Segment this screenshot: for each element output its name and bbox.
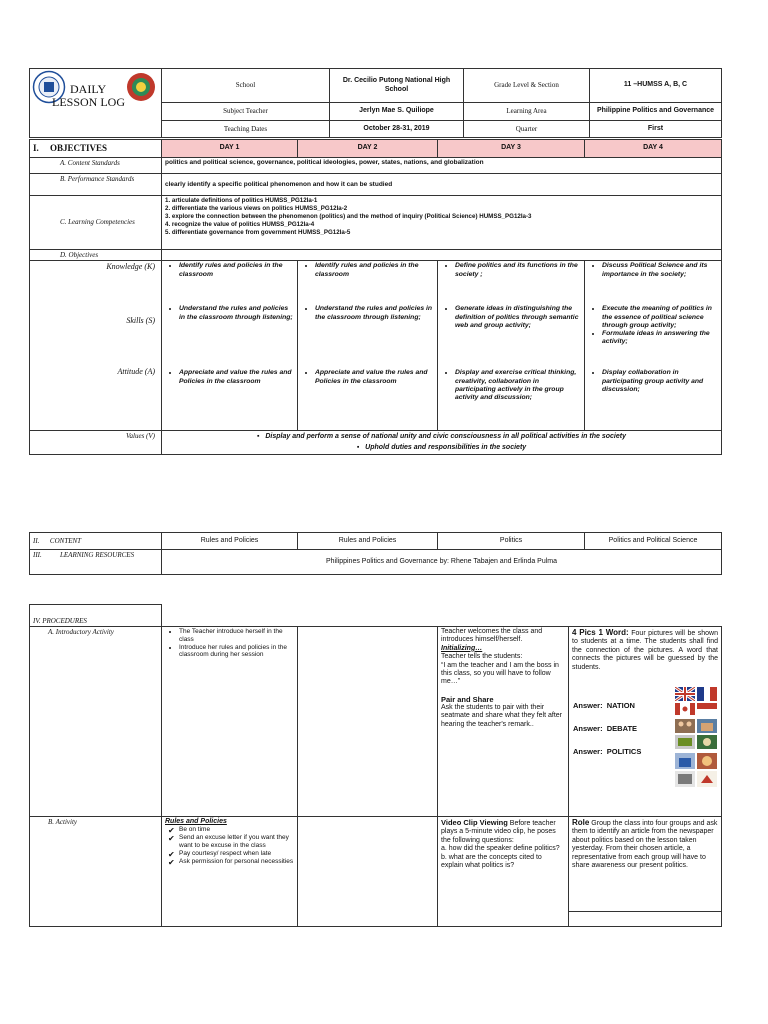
intro-day3-init: Initializing… bbox=[441, 644, 483, 652]
picture-grid bbox=[675, 687, 717, 787]
knowledge-day3: • Define politics and its functions in the society ; bbox=[455, 262, 581, 278]
values-text bbox=[162, 431, 722, 455]
day4-header: DAY 4 bbox=[585, 140, 722, 158]
teacher-label: Subject Teacher bbox=[162, 103, 330, 121]
resources-label: III. LEARNING RESOURCES bbox=[30, 550, 162, 575]
intro-day3 bbox=[438, 627, 569, 817]
title-lesson-log: LESSON LOG bbox=[52, 95, 126, 109]
day2-header: DAY 2 bbox=[298, 140, 438, 158]
attitude-day2: • Appreciate and value the rules and Policies in the classroom bbox=[315, 369, 434, 385]
knowledge-day4: • Discuss Political Science and its importance in the society; bbox=[602, 262, 718, 278]
header-table bbox=[29, 68, 722, 138]
attitude-day4: • Display collaboration in participating group activity and discussion; bbox=[602, 369, 718, 393]
knowledge-day2: • Identify rules and policies in the classroom bbox=[315, 262, 434, 278]
debate-photo-icon bbox=[697, 735, 717, 749]
dates-label: Teaching Dates bbox=[162, 121, 330, 138]
intro-day2 bbox=[298, 627, 438, 817]
procedures-blank bbox=[162, 605, 722, 627]
activity-label: B. Activity bbox=[30, 817, 162, 927]
politics-photo-icon bbox=[697, 753, 717, 769]
activity-day4 bbox=[569, 817, 722, 927]
ksa-day2 bbox=[298, 261, 438, 431]
intro-day4 bbox=[569, 627, 722, 817]
skills-label: Skills (S) bbox=[126, 316, 155, 326]
video-question-a: a. how did the speaker define politics? bbox=[441, 845, 560, 853]
politics-photo-icon bbox=[675, 771, 695, 787]
resources-text: Philippines Politics and Governance by: Rhene Tabajen and Erlinda Pulma bbox=[162, 550, 722, 575]
content-standards-label: A. Content Standards bbox=[30, 158, 162, 174]
intro-day1-item: • The Teacher introduce herself in the class bbox=[179, 628, 294, 644]
activity-day3 bbox=[438, 817, 569, 927]
intro-day1-item: • Introduce her rules and policies in the classroom during her session bbox=[179, 644, 294, 660]
values-label: Values (V) bbox=[30, 431, 162, 455]
rules-policies-heading: Rules and Policies bbox=[165, 818, 227, 825]
competency-item: 3. explore the connection between the phenomenon (politics) and the method of inquiry (Political Science) HUMSS_PG12Ia-3 bbox=[165, 213, 532, 221]
debate-photo-icon bbox=[675, 719, 695, 733]
intro-day3-tells: Teacher tells the students: bbox=[441, 653, 523, 661]
objectives-heading: I. OBJECTIVES bbox=[30, 140, 162, 158]
objectives-table bbox=[29, 139, 722, 455]
answer-politics: Answer: POLITICS bbox=[573, 747, 642, 756]
skills-day1: • Understand the rules and policies in the classroom through listening; bbox=[179, 305, 294, 321]
competencies-list bbox=[162, 196, 722, 250]
day1-header: DAY 1 bbox=[162, 140, 298, 158]
ksa-day1 bbox=[162, 261, 298, 431]
procedures-label: IV. PROCEDURES bbox=[30, 605, 162, 627]
skills-day4-a: • Execute the meaning of politics in the essence of political science through group activity; bbox=[602, 305, 718, 329]
france-flag-icon bbox=[697, 687, 717, 701]
activity-day2 bbox=[298, 817, 438, 927]
content-day1: Rules and Policies bbox=[162, 533, 298, 550]
activity-day1 bbox=[162, 817, 298, 927]
skills-day3: • Generate ideas in distinguishing the definition of politics through semantic web and group activity; bbox=[455, 305, 581, 329]
intro-day3-quote: “I am the teacher and I am the boss in this class, so you will have to follow me…” bbox=[441, 661, 559, 686]
content-table bbox=[29, 532, 722, 575]
objectives-label: D. Objectives bbox=[30, 250, 162, 261]
pair-share-heading: Pair and Share bbox=[441, 694, 494, 704]
objectives-blank bbox=[162, 250, 722, 261]
performance-text: clearly identify a specific political phenomenon and how it can be studied bbox=[162, 174, 722, 196]
video-question-b: b. what are the concepts cited to explain what politics is? bbox=[441, 853, 542, 869]
knowledge-day1: • Identify rules and policies in the classroom bbox=[179, 262, 294, 278]
knowledge-label: Knowledge (K) bbox=[106, 262, 155, 272]
performance-label: B. Performance Standards bbox=[30, 174, 162, 196]
rule-item: ✔ Ask permission for personal necessities bbox=[179, 858, 294, 866]
intro-day3-welcome: Teacher welcomes the class and introduces himself/herself. bbox=[441, 628, 543, 644]
competency-item: 4. recognize the value of politics HUMSS_PG12Ia-4 bbox=[165, 221, 315, 229]
video-clip-text: Video Clip Viewing Before teacher plays a 5-minute video clip, he poses the following questions: bbox=[441, 818, 556, 844]
four-pics-text: 4 Pics 1 Word: Four pictures will be shown to students at a time. The students shall find the connection of the pictures. A word that connects the pictures will be guessed by the students. bbox=[572, 628, 719, 671]
rule-item: ✔ Pay courtesy/ respect when late bbox=[179, 850, 294, 858]
dates-value: October 28-31, 2019 bbox=[330, 121, 464, 138]
competencies-label: C. Learning Competencies bbox=[30, 196, 162, 250]
intro-day1 bbox=[162, 627, 298, 817]
grade-value: 11 –HUMSS A, B, C bbox=[590, 69, 722, 103]
rule-item: ✔ Be on time bbox=[179, 826, 294, 834]
competency-item: 5. differentiate governance from government HUMSS_PG12Ia-5 bbox=[165, 229, 351, 237]
ksa-labels bbox=[30, 261, 162, 431]
area-value: Philippine Politics and Governance bbox=[590, 103, 722, 121]
rule-item: ✔ Send an excuse letter if you want they want to be excuse in the class bbox=[179, 834, 294, 850]
values-item-1: ▪ Display and perform a sense of national unity and civic consciousness in all political activities in the society bbox=[257, 433, 626, 441]
content-day3: Politics bbox=[438, 533, 585, 550]
day3-header: DAY 3 bbox=[438, 140, 585, 158]
skills-day4-b: • Formulate ideas in answering the activity; bbox=[602, 330, 718, 346]
ksa-day4 bbox=[585, 261, 722, 431]
ksa-day3 bbox=[438, 261, 585, 431]
content-day2: Rules and Policies bbox=[298, 533, 438, 550]
values-item-2: ▪ Uphold duties and responsibilities in the society bbox=[356, 443, 527, 451]
politics-photo-icon bbox=[675, 753, 695, 769]
content-day4: Politics and Political Science bbox=[585, 533, 722, 550]
area-label: Learning Area bbox=[464, 103, 590, 121]
title-daily: DAILY bbox=[70, 82, 107, 96]
quarter-value: First bbox=[590, 121, 722, 138]
pair-share-text: Ask the students to pair with their seatmate and share what they felt after hearing the teacher's remark.. bbox=[441, 703, 563, 728]
content-standards-text: politics and political science, governance, political ideologies, power, states, nations, and globalization bbox=[162, 158, 722, 174]
quarter-label: Quarter bbox=[464, 121, 590, 138]
attitude-label: Attitude (A) bbox=[117, 367, 155, 377]
competency-item: 1. articulate definitions of politics HUMSS_PG12Ia-1 bbox=[165, 197, 318, 204]
uk-flag-icon bbox=[675, 687, 695, 701]
attitude-day1: • Appreciate and value the rules and Policies in the classroom bbox=[179, 369, 294, 385]
teacher-value: Jerlyn Mae S. Quiliope bbox=[330, 103, 464, 121]
content-label: II. CONTENT bbox=[30, 533, 162, 550]
competency-item: 2. differentiate the various views on politics HUMSS_PG12Ia-2 bbox=[165, 205, 348, 213]
grade-label: Grade Level & Section bbox=[464, 69, 590, 103]
procedures-table bbox=[29, 604, 722, 927]
school-value: Dr. Cecilio Putong National High School bbox=[330, 69, 464, 103]
canada-flag-icon bbox=[675, 703, 695, 715]
attitude-day3: • Display and exercise critical thinking, creativity, collaboration in participating actively in the group activity and discussion; bbox=[455, 369, 581, 402]
role-text: Role Group the class into four groups and ask them to identify an article from the newspaper about politics based on the lesson taken yesterday. From their chosen article, a representative from each group will have to share awareness our present politics. bbox=[569, 817, 721, 912]
skills-day2: • Understand the rules and policies in the classroom through listening; bbox=[315, 305, 434, 321]
debate-photo-icon bbox=[675, 735, 695, 749]
answer-nation: Answer: NATION bbox=[573, 701, 635, 710]
flag-icon bbox=[697, 703, 717, 715]
debate-photo-icon bbox=[697, 719, 717, 733]
school-label: School bbox=[162, 69, 330, 103]
politics-photo-icon bbox=[697, 771, 717, 787]
answer-debate: Answer: DEBATE bbox=[573, 724, 638, 733]
intro-label: A. Introductory Activity bbox=[30, 627, 162, 817]
